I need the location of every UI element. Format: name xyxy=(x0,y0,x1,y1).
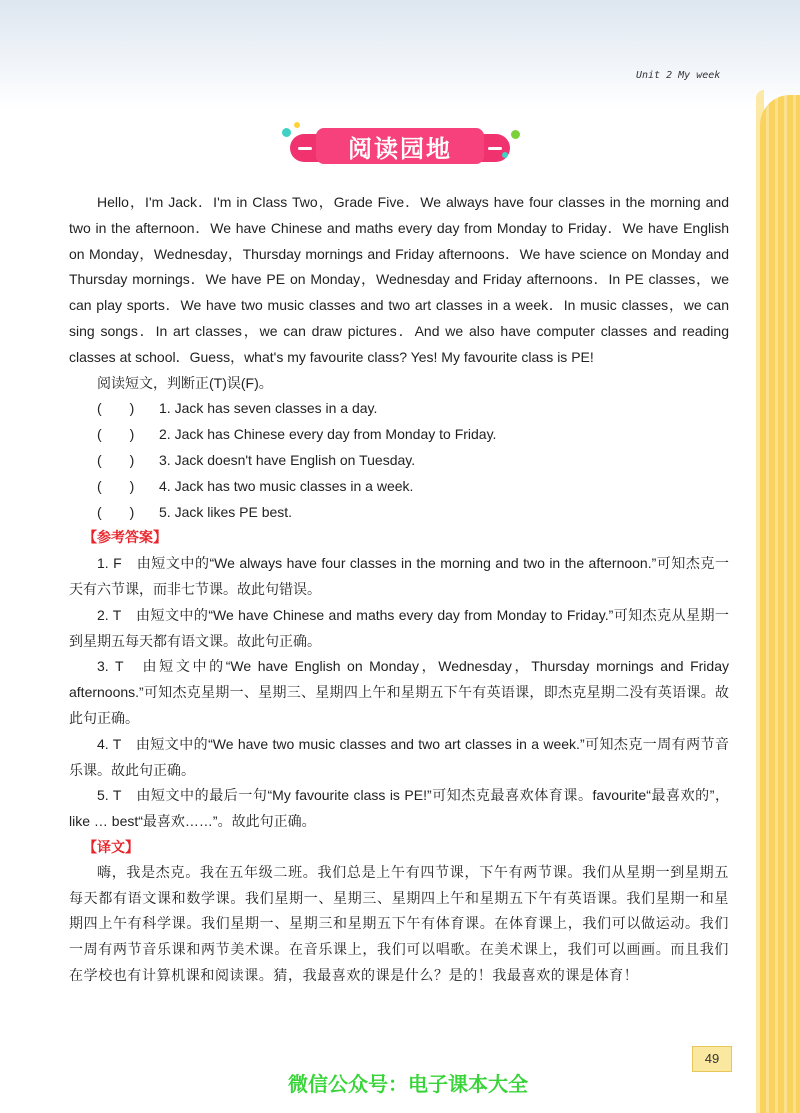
question-item xyxy=(69,474,729,500)
answer-item: 3. T 由短文中的“We have English on Monday，Wednesday，Thursday mornings and Friday afternoons.”可知杰克星期一、星期三、星期四上午和星期五下午有英语课，即杰克星期二没有英语课。故此句正确。 xyxy=(69,658,729,726)
answer-heading: 【参考答案】 xyxy=(83,529,167,546)
watermark: 微信公众号：电子课本大全 xyxy=(288,1072,528,1096)
answer-bracket: ( ) xyxy=(97,400,135,417)
unit-header: Unit 2 My week xyxy=(636,70,721,81)
answer-item: 1. F 由短文中的“We always have four classes in the morning and two in the afternoon.”可知杰克一天有六节课，而非七节课。故此句错误。 xyxy=(69,555,729,597)
question-text: 1. Jack has seven classes in a day. xyxy=(159,400,378,417)
decor-dot-green xyxy=(511,130,520,139)
answer-bracket: ( ) xyxy=(97,451,135,468)
translation: 嗨，我是杰克。我在五年级二班。我们总是上午有四节课，下午有两节课。我们从星期一到星期五每天都有语文课和数学课。我们星期一、星期三、星期四上午和星期五下午有英语课。我们星期一和星期四上午有科学课。我们星期一、星期三和星期五下午有体育课。在体育课上，我们可以做运动。我们一周有两节音乐课和两节美术课。在音乐课上，我们可以唱歌。在美术课上，我们可以画画。而且我们在学校也有计算机课和阅读课。猜，我最喜欢的课是什么？是的！我最喜欢的课是体育！ xyxy=(69,864,729,984)
decor-dot-teal-2 xyxy=(502,152,508,158)
question-list xyxy=(69,396,729,525)
answer-item: 5. T 由短文中的最后一句“My favourite class is PE!”可知杰克最喜欢体育课。favourite“最喜欢的”，like … best“最喜欢……”。故此句正确。 xyxy=(69,787,729,830)
answer-bracket: ( ) xyxy=(97,503,135,520)
decor-dot-yellow xyxy=(294,122,300,128)
question-item xyxy=(69,422,729,448)
translation-heading: 【译文】 xyxy=(83,838,139,855)
page-edge xyxy=(760,95,800,1113)
question-text: 3. Jack doesn't have English on Tuesday. xyxy=(159,451,416,468)
question-text: 2. Jack has Chinese every day from Monday to Friday. xyxy=(159,426,497,443)
decor-dot-teal xyxy=(282,128,291,137)
title-banner xyxy=(290,128,510,166)
question-item xyxy=(69,448,729,474)
question-text: 4. Jack has two music classes in a week. xyxy=(159,477,414,494)
content xyxy=(69,190,729,990)
top-gradient xyxy=(0,0,800,110)
answer-item: 2. T 由短文中的“We have Chinese and maths every day from Monday to Friday.”可知杰克从星期一到星期五每天都有语文课。故此句正确。 xyxy=(69,606,729,649)
instruction: 阅读短文，判断正(T)误(F)。 xyxy=(97,374,273,391)
banner-dash-left xyxy=(298,147,312,150)
section-title: 阅读园地 xyxy=(316,128,484,164)
question-item xyxy=(69,396,729,422)
page-number: 49 xyxy=(692,1046,732,1072)
question-item xyxy=(69,500,729,526)
question-text: 5. Jack likes PE best. xyxy=(159,503,293,520)
answer-bracket: ( ) xyxy=(97,426,135,443)
answer-bracket: ( ) xyxy=(97,477,135,494)
answer-item: 4. T 由短文中的“We have two music classes and two art classes in a week.”可知杰克一周有两节音乐课。故此句正确。 xyxy=(69,735,729,778)
reading-passage: Hello，I'm Jack．I'm in Class Two，Grade Five．We always have four classes in the morning and two in the afternoon．We have Chinese and maths every day from Monday to Friday．We have English on Monday，Wednesday，Thursday mornings and Friday afternoons．We have science on Monday and Thursday mornings．We have PE on Monday，Wednesday and Friday afternoons．In PE classes，we can play sports．We have two music classes and two art classes in a week．In music classes，we can sing songs．In art classes，we can draw pictures．And we also have computer classes and reading classes at school．Guess，what's my favourite class? Yes! My favourite class is PE! xyxy=(69,194,729,365)
banner-dash-right xyxy=(488,147,502,150)
